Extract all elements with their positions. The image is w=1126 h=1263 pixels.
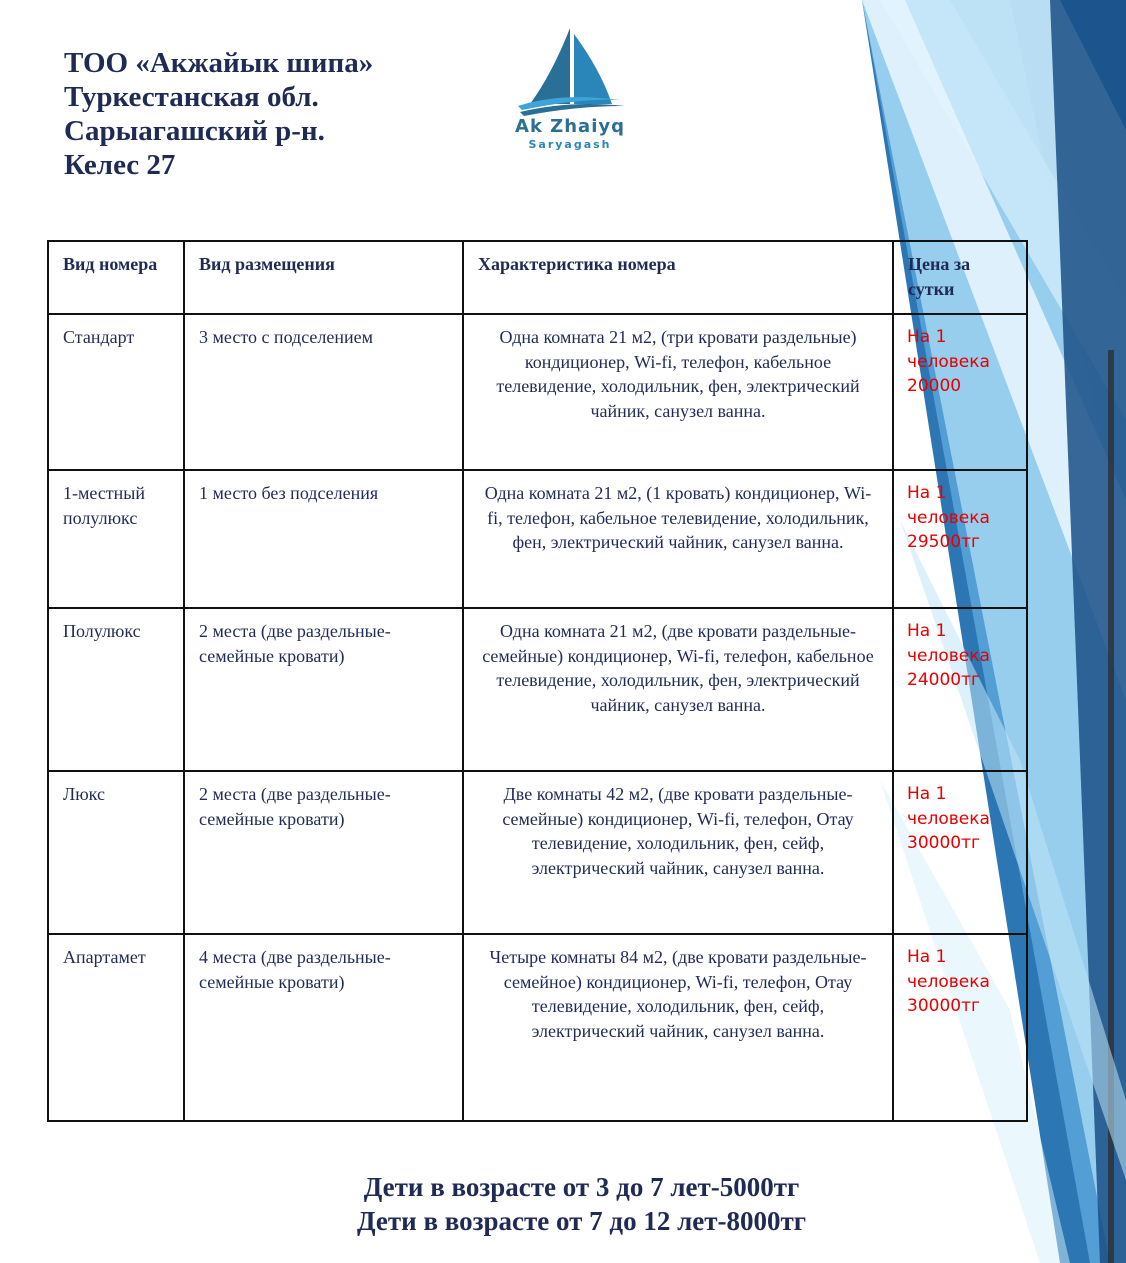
price-line: На 1 xyxy=(907,784,947,804)
price-value: 30000тг xyxy=(907,996,980,1016)
room-type: Полулюкс xyxy=(48,608,184,771)
room-placement: 2 места (две раздельные-семейные кровати) xyxy=(184,608,463,771)
price-value: 30000тг xyxy=(907,833,980,853)
price-line: На 1 xyxy=(907,327,947,347)
room-price xyxy=(893,934,1027,1121)
room-features: Две комнаты 42 м2, (две кровати раздельные-семейные) кондиционер, Wi-fi, телефон, Отау телевидение, холодильник, фен, сейф, электрический чайник, санузел ванна. xyxy=(463,771,893,934)
price-line: На 1 xyxy=(907,947,947,967)
company-logo xyxy=(500,24,640,164)
table-header-row xyxy=(48,241,1027,314)
price-line: На 1 xyxy=(907,483,947,503)
room-price xyxy=(893,771,1027,934)
company-village: Келес 27 xyxy=(64,149,176,181)
room-features: Одна комната 21 м2, (1 кровать) кондиционер, Wi-fi, телефон, кабельное телевидение, холодильник, фен, электрический чайник, санузел ванна. xyxy=(463,470,893,608)
logo-name: Ak Zhaiyq xyxy=(515,116,625,137)
price-line: человека xyxy=(907,351,990,372)
price-line: человека xyxy=(907,971,990,992)
children-price-line-2: Дети в возрасте от 7 до 12 лет-8000тг xyxy=(356,1206,806,1236)
room-price xyxy=(893,470,1027,608)
price-line: человека xyxy=(907,507,990,528)
price-value: 29500тг xyxy=(907,532,980,552)
header-room-type: Вид номера xyxy=(48,241,184,314)
price-line: человека xyxy=(907,645,990,666)
price-value: 24000тг xyxy=(907,670,980,690)
room-type: Люкс xyxy=(48,771,184,934)
company-header xyxy=(64,46,373,182)
table-row xyxy=(48,771,1027,934)
room-features: Четыре комнаты 84 м2, (две кровати раздельные-семейное) кондиционер, Wi-fi, телефон, Отау телевидение, холодильник, фен, сейф, электрический чайник, санузел ванна. xyxy=(463,934,893,1121)
room-placement: 4 места (две раздельные-семейные кровати) xyxy=(184,934,463,1121)
room-features: Одна комната 21 м2, (три кровати раздельные) кондиционер, Wi-fi, телефон, кабельное телевидение, холодильник, фен, электрический чайник, санузел ванна. xyxy=(463,314,893,470)
room-features: Одна комната 21 м2, (две кровати раздельные-семейные) кондиционер, Wi-fi, телефон, кабельное телевидение, холодильник, фен, электрический чайник, санузел ванна. xyxy=(463,608,893,771)
company-name: ТОО «Акжайык шипа» xyxy=(64,47,374,79)
room-placement: 1 место без подселения xyxy=(184,470,463,608)
header-placement: Вид размещения xyxy=(184,241,463,314)
room-placement: 3 место с подселением xyxy=(184,314,463,470)
children-price-line-1: Дети в возрасте от 3 до 7 лет-5000тг xyxy=(363,1172,800,1202)
price-line: человека xyxy=(907,808,990,829)
room-price-table xyxy=(47,240,1028,1122)
room-placement: 2 места (две раздельные-семейные кровати) xyxy=(184,771,463,934)
price-value: 20000 xyxy=(907,376,962,396)
company-district: Сарыагашский р-н. xyxy=(64,115,325,147)
price-line: На 1 xyxy=(907,621,947,641)
table-row xyxy=(48,314,1027,470)
header-features: Характеристика номера xyxy=(463,241,893,314)
sailboat-icon xyxy=(500,24,640,119)
table-row xyxy=(48,470,1027,608)
header-price: Цена за сутки xyxy=(893,241,1027,314)
table-row xyxy=(48,934,1027,1121)
room-type: Стандарт xyxy=(48,314,184,470)
children-prices xyxy=(0,1170,1126,1238)
room-price xyxy=(893,608,1027,771)
table-row xyxy=(48,608,1027,771)
logo-subtitle: Saryagash xyxy=(528,138,612,151)
room-type: Апартамет xyxy=(48,934,184,1121)
company-region: Туркестанская обл. xyxy=(64,81,319,113)
room-type: 1-местный полулюкс xyxy=(48,470,184,608)
room-price xyxy=(893,314,1027,470)
